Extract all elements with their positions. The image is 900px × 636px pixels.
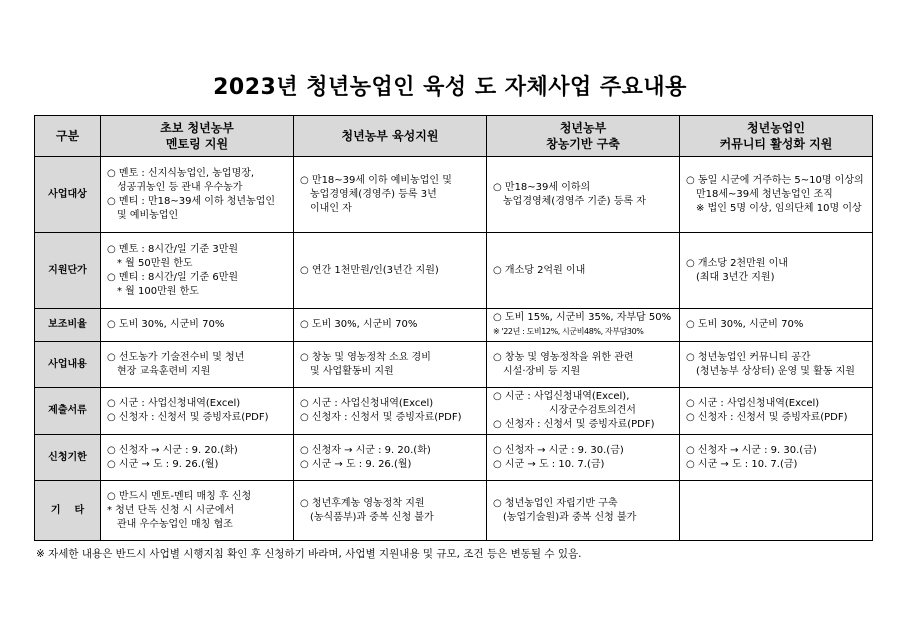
cell-line: (농업기술원)과 중복 신청 불가 bbox=[503, 511, 637, 523]
cell-line: 및 예비농업인 bbox=[117, 209, 179, 221]
cell bbox=[294, 388, 487, 435]
cell bbox=[487, 233, 680, 309]
cell-line: ○ 반드시 멘토-멘티 매칭 후 신청 bbox=[107, 490, 252, 502]
cell bbox=[294, 233, 487, 309]
cell bbox=[487, 435, 680, 481]
cell-line: ○ 만18~39세 이하 예비농업인 및 bbox=[300, 174, 452, 186]
cell-line: * 월 100만원 한도 bbox=[117, 285, 199, 297]
cell bbox=[294, 157, 487, 233]
cell-line: 시장군수검토의견서 bbox=[549, 405, 636, 416]
cell bbox=[680, 233, 873, 309]
cell-line: ○ 청년농업인 자립기반 구축 bbox=[493, 497, 618, 509]
cell-line: 농업경영체(경영주) 등록 3년 bbox=[310, 188, 437, 200]
cell-line: ※ 법인 5명 이상, 임의단체 10명 이상 bbox=[696, 202, 862, 214]
program-table bbox=[34, 115, 873, 541]
cell bbox=[101, 157, 294, 233]
cell-line: ○ 도비 30%, 시군비 70% bbox=[686, 319, 804, 330]
cell bbox=[101, 309, 294, 342]
cell bbox=[680, 342, 873, 388]
cell-line: ○ 신청자 : 신청서 및 증빙자료(PDF) bbox=[493, 419, 655, 430]
row-etc bbox=[35, 481, 873, 541]
cell bbox=[680, 309, 873, 342]
cell-line: ○ 시군 → 도 : 9. 26.(월) bbox=[107, 458, 219, 470]
cell-line: ○ 시군 : 사업신청내역(Excel) bbox=[300, 398, 434, 409]
row-label: 보조비율 bbox=[35, 309, 101, 342]
cell-line: ○ 신청자 : 신청서 및 증빙자료(PDF) bbox=[300, 412, 462, 423]
cell bbox=[101, 388, 294, 435]
cell-line: ○ 만18~39세 이하의 bbox=[493, 181, 591, 193]
cell-line: 성공귀농인 등 관내 우수농가 bbox=[117, 181, 243, 193]
cell-line: ○ 멘토 : 신지식농업인, 농업명장, bbox=[107, 167, 255, 179]
cell bbox=[487, 481, 680, 541]
header-text: 창농기반 구축 bbox=[546, 137, 620, 151]
row-label: 지원단가 bbox=[35, 233, 101, 309]
row-target bbox=[35, 157, 873, 233]
cell-line: ○ 시군 : 사업신청내역(Excel), bbox=[493, 391, 630, 402]
cell-line: ○ 창농 및 영농정착 소요 경비 bbox=[300, 351, 431, 363]
row-deadline bbox=[35, 435, 873, 481]
cell-line: 현장 교육훈련비 지원 bbox=[117, 365, 211, 377]
cell-line: ○ 선도농가 기술전수비 및 청년 bbox=[107, 351, 245, 363]
cell-line: ○ 창농 및 영농정착을 위한 관련 bbox=[493, 351, 634, 363]
header-text: 청년농부 육성지원 bbox=[341, 129, 439, 143]
cell-line: ○ 개소당 2억원 이내 bbox=[493, 264, 586, 276]
cell-line: (최대 3년간 지원) bbox=[696, 271, 775, 283]
cell-line: ○ 신청자 → 시군 : 9. 30.(금) bbox=[686, 444, 817, 456]
cell-line: ○ 멘티 : 8시간/일 기준 6만원 bbox=[107, 271, 239, 283]
cell-line: ○ 신청자 → 시군 : 9. 20.(화) bbox=[300, 444, 431, 456]
cell-line: * 청년 단독 신청 시 시군에서 bbox=[107, 504, 235, 516]
row-label: 기 타 bbox=[35, 481, 101, 541]
header-training bbox=[294, 116, 487, 157]
header-category: 구분 bbox=[35, 116, 101, 157]
cell-line: (청년농부 상상터) 운영 및 활동 지원 bbox=[696, 365, 855, 377]
cell-line: ○ 청년농업인 커뮤니티 공간 bbox=[686, 351, 811, 363]
header-mentoring bbox=[101, 116, 294, 157]
cell-line: ○ 시군 → 도 : 9. 26.(월) bbox=[300, 458, 412, 470]
cell bbox=[680, 388, 873, 435]
cell-line: ○ 시군 : 사업신청내역(Excel) bbox=[686, 398, 820, 409]
cell-line: ○ 시군 → 도 : 10. 7.(금) bbox=[686, 458, 798, 470]
cell-line: (농식품부)과 중복 신청 불가 bbox=[310, 511, 434, 523]
cell-line: ○ 시군 → 도 : 10. 7.(금) bbox=[493, 458, 605, 470]
cell-line: * 월 50만원 한도 bbox=[117, 257, 193, 269]
header-row bbox=[35, 116, 873, 157]
cell bbox=[294, 309, 487, 342]
cell bbox=[101, 342, 294, 388]
cell-line: 만18세~39세 청년농업인 조직 bbox=[696, 188, 833, 200]
row-label: 신청기한 bbox=[35, 435, 101, 481]
footnote: ※ 자세한 내용은 반드시 사업별 시행지침 확인 후 신청하기 바라며, 사업별 지원내용 및 규모, 조건 등은 변동될 수 있음. bbox=[36, 548, 582, 560]
cell-line: ○ 도비 30%, 시군비 70% bbox=[300, 319, 418, 330]
cell-line: 및 사업활동비 지원 bbox=[310, 365, 394, 377]
cell-line: ○ 신청자 : 신청서 및 증빙자료(PDF) bbox=[686, 412, 848, 423]
cell bbox=[487, 342, 680, 388]
cell bbox=[294, 342, 487, 388]
cell-line: ○ 도비 15%, 시군비 35%, 자부담 50% bbox=[493, 312, 672, 323]
cell-empty bbox=[680, 481, 873, 541]
cell-line: ○ 도비 30%, 시군비 70% bbox=[107, 319, 225, 330]
cell-line: ○ 개소당 2천만원 이내 bbox=[686, 257, 788, 269]
cell-line: ○ 동일 시군에 거주하는 5~10명 이상의 bbox=[686, 174, 864, 186]
row-price bbox=[35, 233, 873, 309]
row-label: 사업내용 bbox=[35, 342, 101, 388]
page-title: 2023년 청년농업인 육성 도 자체사업 주요내용 bbox=[213, 75, 687, 100]
cell-line: ○ 연간 1천만원/인(3년간 지원) bbox=[300, 264, 439, 276]
cell-line: ○ 청년후계농 영농정착 지원 bbox=[300, 497, 425, 509]
row-content bbox=[35, 342, 873, 388]
cell-line: 이내인 자 bbox=[310, 202, 352, 214]
row-label: 사업대상 bbox=[35, 157, 101, 233]
cell bbox=[680, 435, 873, 481]
cell bbox=[294, 481, 487, 541]
cell bbox=[101, 435, 294, 481]
header-text: 초보 청년농부 bbox=[160, 121, 234, 135]
header-text: 멘토링 지원 bbox=[165, 137, 229, 151]
cell-line: ○ 멘티 : 만18~39세 이하 청년농업인 bbox=[107, 195, 276, 207]
cell-line: ○ 신청자 → 시군 : 9. 30.(금) bbox=[493, 444, 624, 456]
cell-line: ○ 시군 : 사업신청내역(Excel) bbox=[107, 398, 241, 409]
cell bbox=[294, 435, 487, 481]
cell bbox=[101, 481, 294, 541]
cell bbox=[101, 233, 294, 309]
cell-line: 농업경영체(경영주 기준) 등록 자 bbox=[503, 195, 646, 207]
row-docs bbox=[35, 388, 873, 435]
header-text: 청년농업인 bbox=[747, 121, 805, 135]
header-text: 청년농부 bbox=[559, 121, 607, 135]
cell-line: ○ 신청자 : 신청서 및 증빙자료(PDF) bbox=[107, 412, 269, 423]
header-startup bbox=[487, 116, 680, 157]
cell-line: ○ 신청자 → 시군 : 9. 20.(화) bbox=[107, 444, 238, 456]
cell bbox=[680, 157, 873, 233]
header-text: 커뮤니티 활성화 지원 bbox=[719, 137, 833, 151]
cell bbox=[487, 309, 680, 342]
cell-line: 관내 우수농업인 매칭 협조 bbox=[117, 518, 233, 530]
row-subsidy bbox=[35, 309, 873, 342]
cell-line: ○ 멘토 : 8시간/일 기준 3만원 bbox=[107, 243, 239, 255]
cell bbox=[487, 388, 680, 435]
header-community bbox=[680, 116, 873, 157]
cell bbox=[487, 157, 680, 233]
cell-line: 시설·장비 등 지원 bbox=[503, 365, 581, 377]
row-label: 제출서류 bbox=[35, 388, 101, 435]
cell-line: ※ '22년 : 도비12%, 시군비48%, 자부담30% bbox=[493, 327, 644, 336]
